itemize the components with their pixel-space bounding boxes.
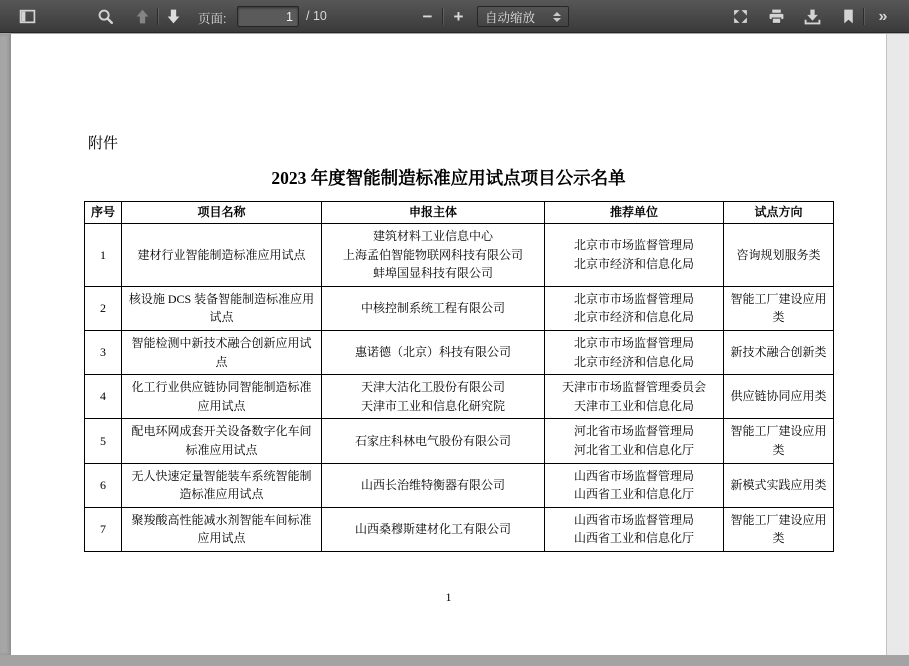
table-cell: 咨询规划服务类 — [724, 224, 834, 287]
next-page-button[interactable] — [160, 4, 187, 29]
pdf-page — [11, 34, 886, 655]
table-cell: 核设施 DCS 装备智能制造标准应用试点 — [122, 286, 322, 330]
table-cell: 惠诺德（北京）科技有限公司 — [322, 330, 545, 374]
table-cell: 7 — [85, 507, 122, 551]
zoom-mode-value: 自动缩放 — [485, 10, 536, 25]
table-cell: 山西省市场监督管理局 山西省工业和信息化厅 — [545, 507, 724, 551]
page-number-label: 页面: — [198, 12, 227, 26]
table-row — [85, 375, 834, 419]
presentation-mode-button[interactable] — [727, 4, 754, 29]
toolbar-separator — [157, 8, 158, 25]
table-cell: 中核控制系统工程有限公司 — [322, 286, 545, 330]
table-cell: 新模式实践应用类 — [724, 463, 834, 507]
viewer-container — [0, 34, 909, 666]
table-cell: 6 — [85, 463, 122, 507]
table-cell: 北京市市场监督管理局 北京市经济和信息化局 — [545, 224, 724, 287]
table-cell: 山西桑穆斯建材化工有限公司 — [322, 507, 545, 551]
bookmark-button[interactable] — [835, 4, 862, 29]
table-row — [85, 463, 834, 507]
column-header: 试点方向 — [724, 202, 834, 224]
table-cell: 聚羧酸高性能减水剂智能车间标准应用试点 — [122, 507, 322, 551]
presentation-mode-icon — [732, 8, 749, 25]
pilot-projects-table — [84, 201, 834, 552]
print-button[interactable] — [763, 4, 790, 29]
table-row — [85, 419, 834, 463]
table-cell: 天津市市场监督管理委员会 天津市工业和信息化局 — [545, 375, 724, 419]
zoom-mode-select[interactable] — [477, 6, 569, 27]
column-header: 申报主体 — [322, 202, 545, 224]
table-cell: 4 — [85, 375, 122, 419]
column-header: 序号 — [85, 202, 122, 224]
viewer-left-gutter — [0, 34, 11, 655]
vertical-scrollbar[interactable] — [886, 34, 909, 655]
minus-icon: − — [422, 7, 433, 26]
table-body — [85, 224, 834, 552]
page-up-icon — [134, 8, 151, 25]
plus-icon: + — [453, 7, 464, 26]
table-cell: 无人快速定量智能装车系统智能制造标准应用试点 — [122, 463, 322, 507]
double-chevron-icon: » — [878, 7, 887, 25]
table-row — [85, 507, 834, 551]
select-spinner-icon — [553, 12, 561, 22]
table-cell: 3 — [85, 330, 122, 374]
table-cell: 智能工厂建设应用类 — [724, 507, 834, 551]
table-cell: 配电环网成套开关设备数字化车间标准应用试点 — [122, 419, 322, 463]
toggle-sidebar-button[interactable] — [14, 4, 41, 29]
table-cell: 山西省市场监督管理局 山西省工业和信息化厅 — [545, 463, 724, 507]
table-cell: 石家庄科林电气股份有限公司 — [322, 419, 545, 463]
page-count-label: / 10 — [306, 9, 327, 23]
viewer-bottom-gutter — [0, 655, 909, 666]
table-cell: 智能检测中新技术融合创新应用试点 — [122, 330, 322, 374]
table-cell: 5 — [85, 419, 122, 463]
zoom-out-button[interactable] — [414, 4, 441, 29]
search-icon — [97, 8, 114, 25]
previous-page-button[interactable] — [129, 4, 156, 29]
column-header: 项目名称 — [122, 202, 322, 224]
sidebar-toggle-icon — [19, 8, 36, 25]
download-button[interactable] — [799, 4, 826, 29]
table-cell: 北京市市场监督管理局 北京市经济和信息化局 — [545, 286, 724, 330]
table-cell: 河北省市场监督管理局 河北省工业和信息化厅 — [545, 419, 724, 463]
table-cell: 新技术融合创新类 — [724, 330, 834, 374]
footer-page-number: 1 — [445, 590, 452, 604]
page-number-input[interactable] — [237, 6, 299, 27]
table-cell: 供应链协同应用类 — [724, 375, 834, 419]
table-row — [85, 224, 834, 287]
page-title: 2023 年度智能制造标准应用试点项目公示名单 — [271, 168, 626, 188]
toolbar-separator — [863, 8, 864, 25]
toolbar — [0, 0, 909, 33]
table-cell: 智能工厂建设应用类 — [724, 419, 834, 463]
table-cell: 建材行业智能制造标准应用试点 — [122, 224, 322, 287]
toolbar-separator — [442, 8, 443, 25]
table-cell: 天津大沽化工股份有限公司 天津市工业和信息化研究院 — [322, 375, 545, 419]
table-row — [85, 330, 834, 374]
print-icon — [768, 8, 785, 25]
table-cell: 山西长治维特衡器有限公司 — [322, 463, 545, 507]
column-header: 推荐单位 — [545, 202, 724, 224]
attachment-label: 附件 — [88, 136, 119, 152]
search-button[interactable] — [92, 4, 119, 29]
more-tools-button[interactable] — [869, 4, 896, 29]
download-icon — [804, 8, 821, 25]
table-cell: 2 — [85, 286, 122, 330]
table-cell: 建筑材料工业信息中心 上海孟伯智能物联网科技有限公司 蚌埠国显科技有限公司 — [322, 224, 545, 287]
table-row — [85, 286, 834, 330]
table-cell: 智能工厂建设应用类 — [724, 286, 834, 330]
zoom-in-button[interactable] — [445, 4, 472, 29]
table-cell: 1 — [85, 224, 122, 287]
table-cell: 北京市市场监督管理局 北京市经济和信息化局 — [545, 330, 724, 374]
page-down-icon — [165, 8, 182, 25]
table-cell: 化工行业供应链协同智能制造标准应用试点 — [122, 375, 322, 419]
bookmark-icon — [840, 8, 857, 25]
table-header-row — [85, 202, 834, 224]
